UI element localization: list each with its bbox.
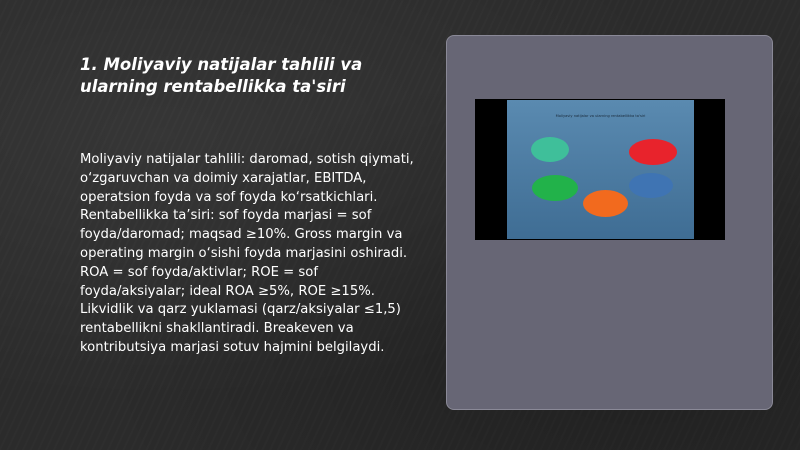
embedded-diagram xyxy=(507,100,694,239)
embedded-image xyxy=(475,99,725,240)
slide-body-text: Moliyaviy natijalar tahlili: daromad, sotish qiymati, o‘zgaruvchan va doimiy xarajatlar, EBITDA, operatsion foyda va sof foyda ko‘rsatkichlari. Rentabellikka ta’siri: sof foyda marjasi = sof foyda/daromad; maqsad ≥10%. Gross margin va operating margin o‘sishi foyda marjasini oshiradi. ROA = sof foyda/aktivlar; ROE = sof foyda/aksiyalar; ideal ROA ≥5%, ROE ≥15%. Likvidlik va qarz yuklamasi (qarz/aksiyalar ≤1,5) rentabellikni shakllantiradi. Breakeven va kontributsiya marjasi sotuv hajmini belgilaydi. xyxy=(80,152,414,355)
diagram-node-teal xyxy=(531,137,569,162)
diagram-node-red xyxy=(629,139,677,165)
diagram-node-orange xyxy=(583,190,628,217)
diagram-node-blue xyxy=(629,173,673,198)
embedded-diagram-heading: Moliyaviy natijalar va ularning rentabellikka ta'siri xyxy=(555,114,646,118)
slide-title: 1. Moliyaviy natijalar tahlili va ularning rentabellikka ta'siri xyxy=(80,55,363,96)
diagram-node-green xyxy=(532,175,578,201)
